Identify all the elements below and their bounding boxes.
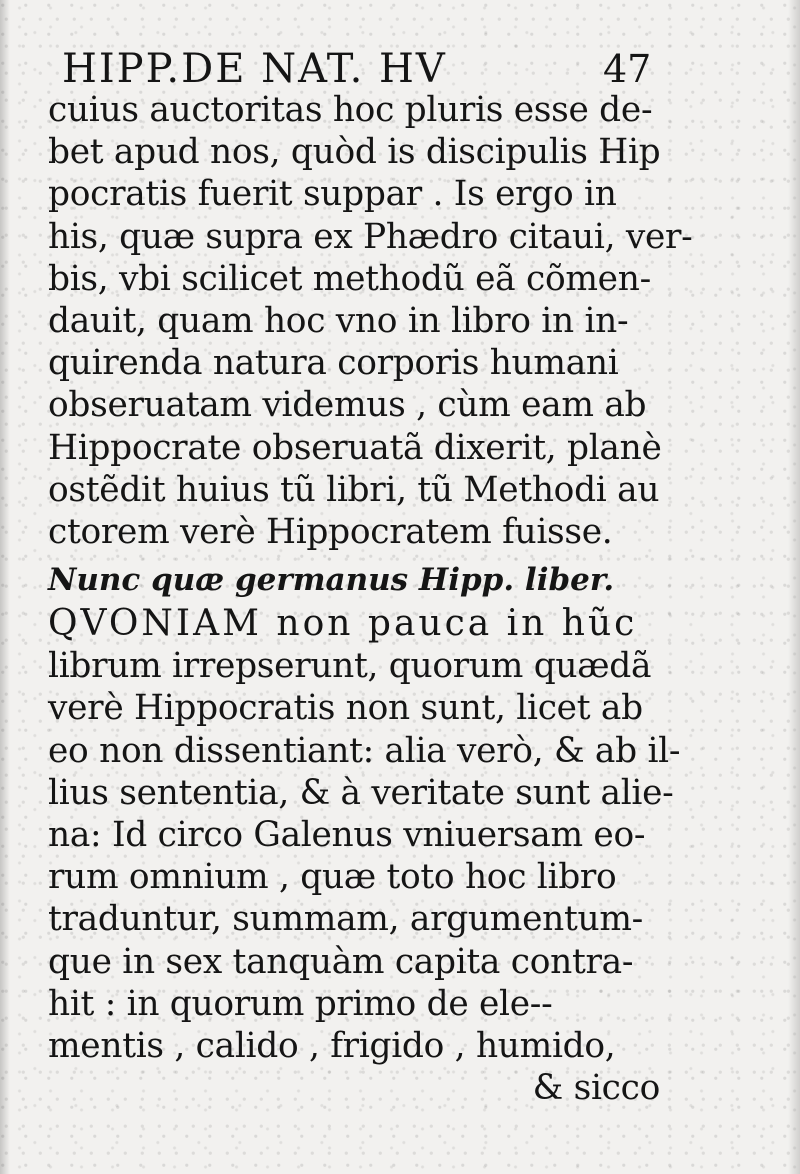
text-line: rum omnium , quæ toto hoc libro xyxy=(48,857,617,898)
text-line: dauit, quam hoc vno in libro in in- xyxy=(48,301,629,342)
text-line: bis, vbi scilicet methodũ eã cõmen- xyxy=(48,258,651,299)
text-line-initial xyxy=(48,603,660,645)
text-line: bet apud nos, quòd is discipulis Hip xyxy=(48,132,661,173)
text-line: na: Id circo Galenus vniuersam eo- xyxy=(48,815,646,856)
text-line: hit : in quorum primo de ele-- xyxy=(48,983,553,1024)
text-line: pocratis fuerit suppar . Is ergo in xyxy=(48,174,617,215)
text-line: his, quæ supra ex Phædro citaui, ver- xyxy=(48,216,693,257)
text-line: lius sententia, & à veritate sunt alie- xyxy=(48,772,674,813)
text-line: cuius auctoritas hoc pluris esse de- xyxy=(48,90,653,130)
text-line: Hippocrate obseruatã dixerit, planè xyxy=(48,427,662,468)
page-edge-shadow xyxy=(788,0,800,1174)
running-head: HIPP.DE NAT. HV xyxy=(62,46,447,92)
section-rubric: Nunc quæ germanus Hipp. liber. xyxy=(48,562,615,598)
text-line: mentis , calido , frigido , humido, xyxy=(48,1026,616,1067)
page-gutter-shadow xyxy=(0,0,10,1174)
initial-word-line: QVONIAM non pauca in hũc xyxy=(48,603,638,644)
text-line: quirenda natura corporis humani xyxy=(48,343,619,384)
page-number: 47 xyxy=(603,47,652,91)
paragraph-2 xyxy=(48,603,681,1109)
text-line: librum irrepserunt, quorum quædã xyxy=(48,646,652,687)
text-line: ostẽdit huius tũ libri, tũ Methodi au xyxy=(48,469,660,510)
text-line: que in sex tanquàm capita contra- xyxy=(48,941,634,982)
text-line: eo non dissentiant: alia verò, & ab il- xyxy=(48,730,681,771)
text-line: ctorem verè Hippocratem fuisse. xyxy=(48,512,613,553)
paragraph-1 xyxy=(48,89,693,553)
catchword: & sicco xyxy=(532,1068,660,1109)
text-line: traduntur, summam, argumentum- xyxy=(48,899,643,940)
text-line: verè Hippocratis non sunt, licet ab xyxy=(48,688,643,729)
text-line: obseruatam videmus , cùm eam ab xyxy=(48,385,647,426)
